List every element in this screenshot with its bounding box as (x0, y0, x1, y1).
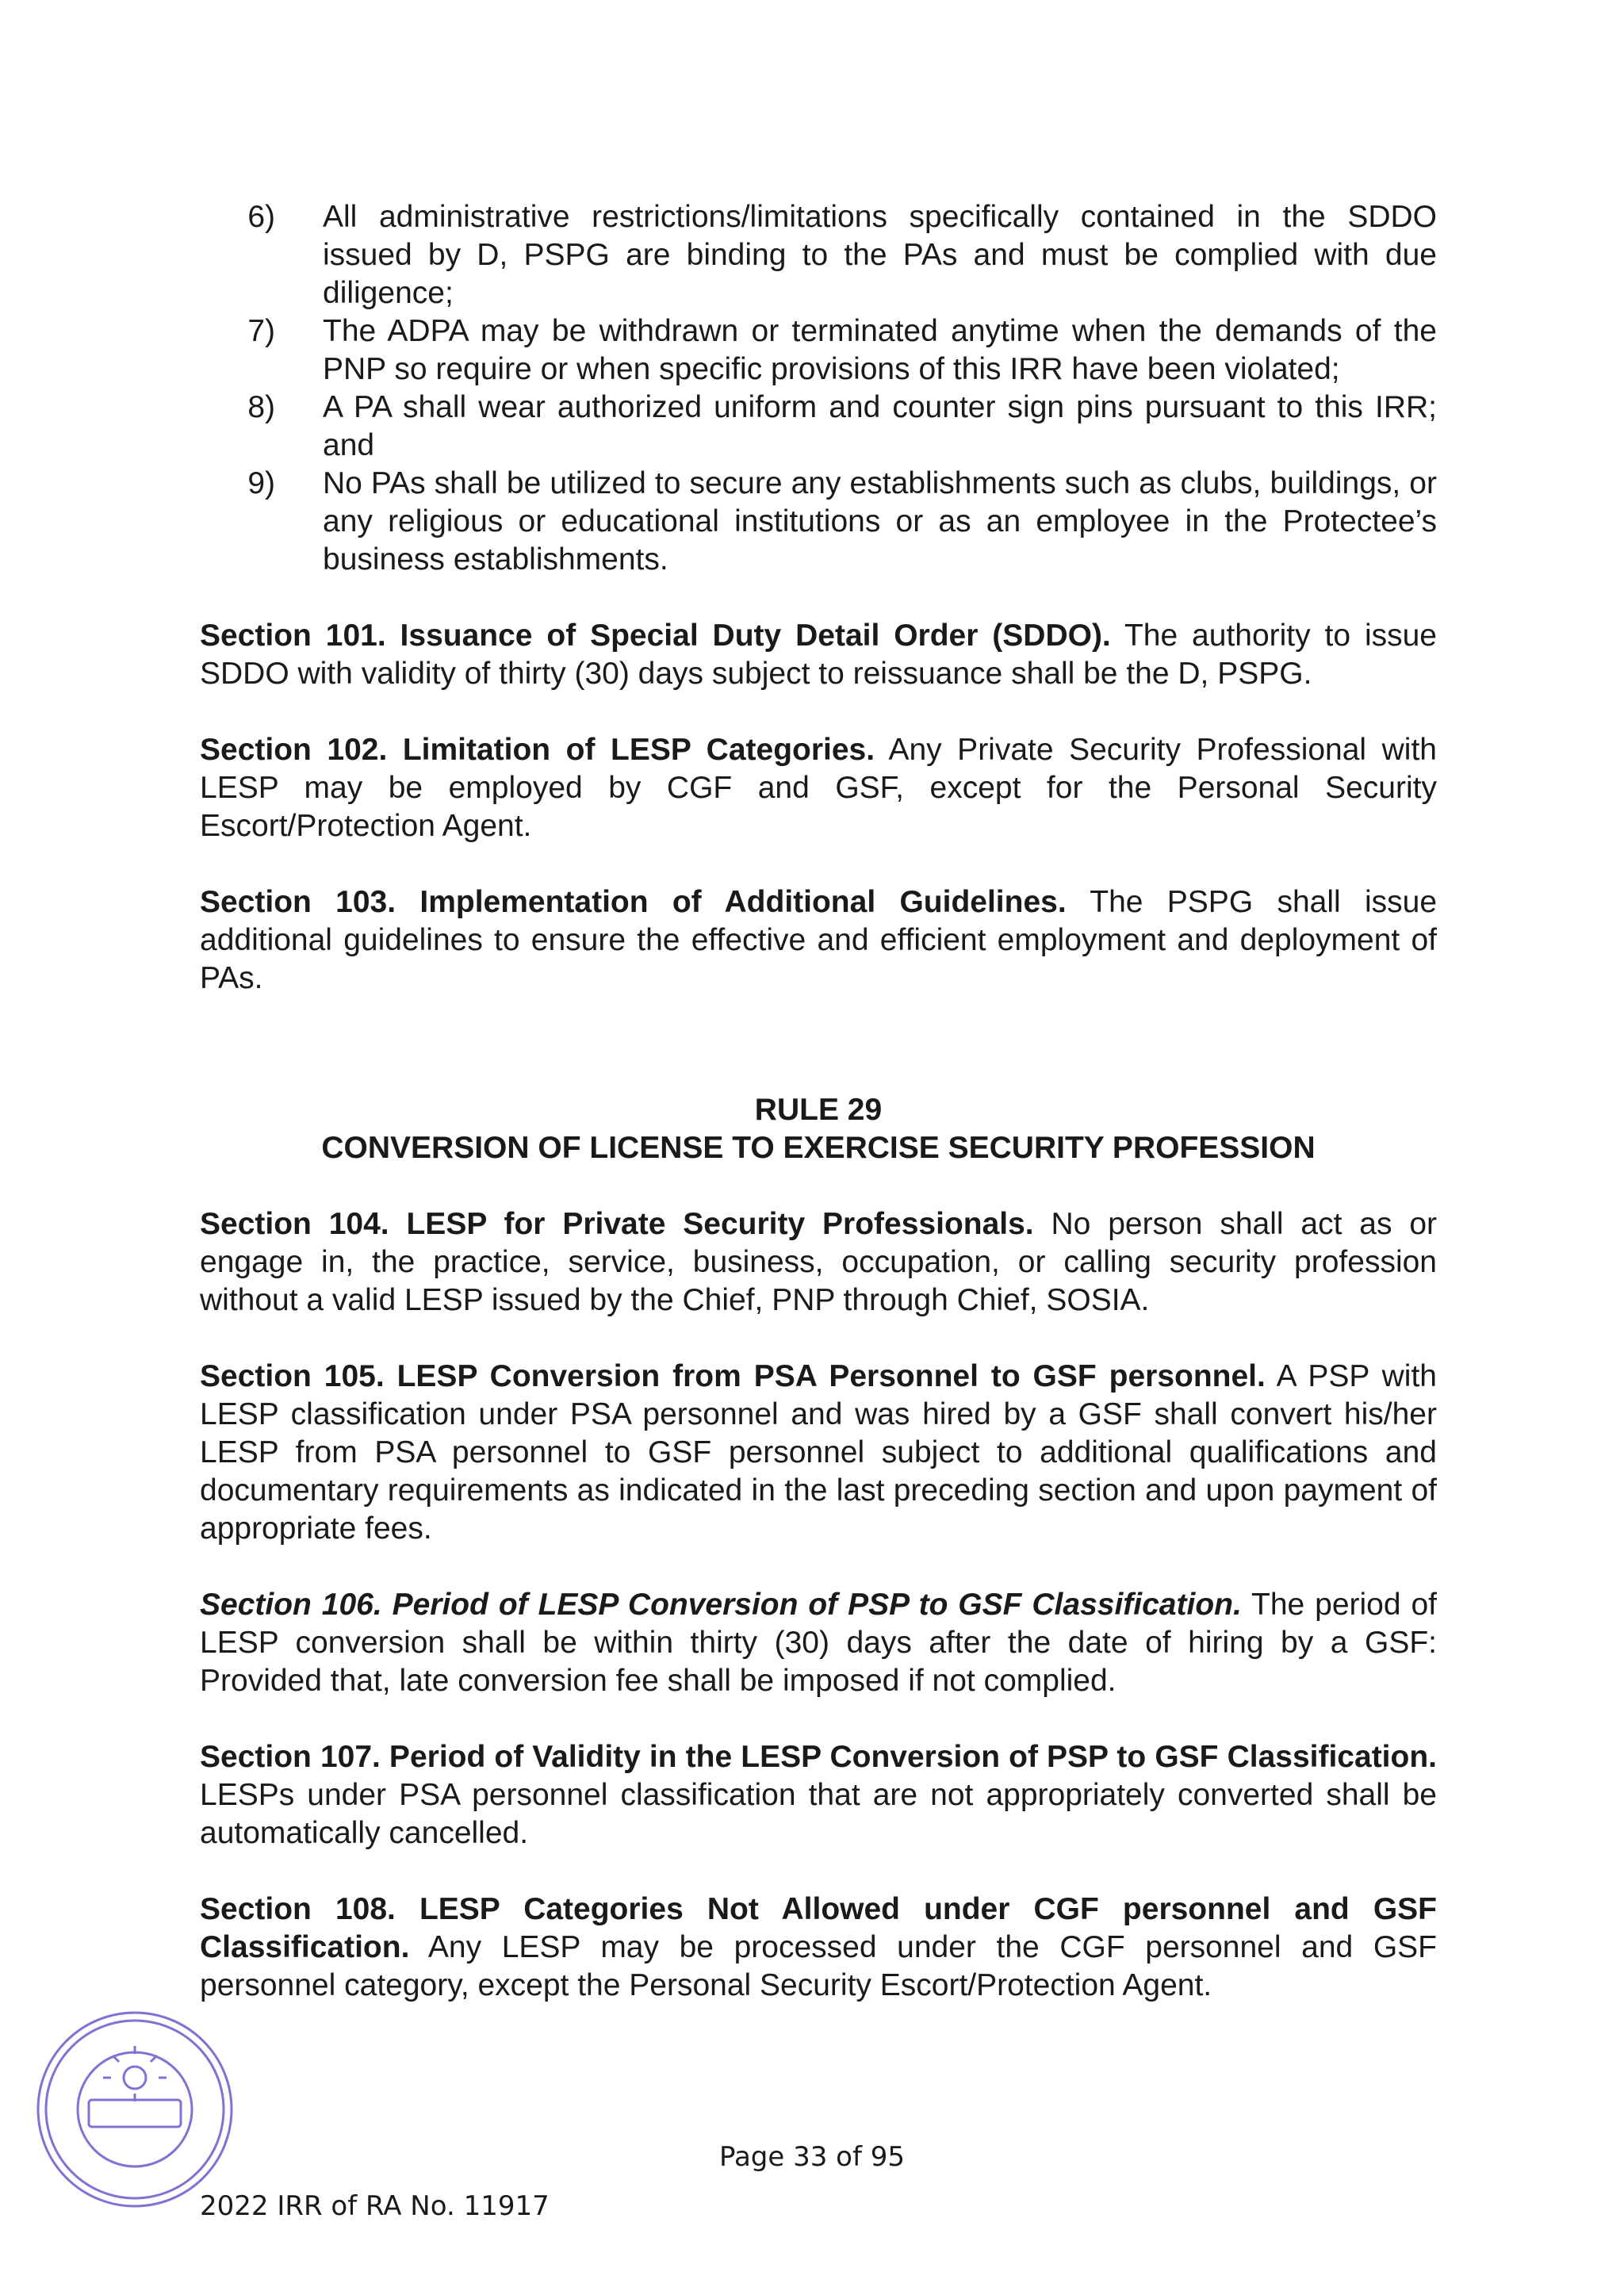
section-heading: Section 108. LESP Categories Not Allowed under CGF personnel and GSF Classification. (200, 1892, 1437, 1964)
section-heading: Section 104. LESP for Private Security Professionals. (200, 1207, 1034, 1241)
section-body: A PSP with LESP classification under PSA personnel and was hired by a GSF shall convert his/her LESP from PSA personnel to GSF personnel subject to additional qualifications and documentary requirements as indicated in the last preceding section and upon payment of appropriate fees. (200, 1359, 1438, 1546)
section-103 (200, 883, 1437, 998)
list-item (200, 389, 1437, 465)
list-text: No PAs shall be utilized to secure any establishments such as clubs, buildings, or any religious or educational institutions or as an employee in the Protectee’s business establishments. (323, 466, 1437, 577)
list-item (200, 312, 1437, 389)
section-heading: Section 105. LESP Conversion from PSA Personnel to GSF personnel. (200, 1359, 1266, 1393)
list-number: 6) (247, 200, 275, 234)
section-body: Any LESP may be processed under the CGF personnel and GSF personnel category, except the Personal Security Escort/Protection Agent. (200, 1930, 1437, 2002)
section-heading: Section 101. Issuance of Special Duty Detail Order (SDDO). (200, 619, 1111, 653)
list-text: The ADPA may be withdrawn or terminated anytime when the demands of the PNP so require or when specific provisions of this IRR have been violated; (323, 314, 1437, 386)
list-number: 7) (247, 314, 275, 348)
document-title: 2022 IRR of RA No. 11917 (200, 2190, 550, 2222)
section-body: LESPs under PSA personnel classification that are not appropriately converted shall be automatically cancelled. (200, 1778, 1437, 1850)
section-104 (200, 1205, 1437, 1320)
rule-number: RULE 29 (754, 1093, 883, 1127)
rule-title: CONVERSION OF LICENSE TO EXERCISE SECURITY PROFESSION (321, 1131, 1316, 1165)
section-body: The PSPG shall issue additional guidelines to ensure the effective and efficient employment and deployment of PAs. (200, 885, 1438, 995)
list-item (200, 198, 1437, 312)
list-number: 9) (247, 466, 275, 500)
section-101 (200, 617, 1437, 693)
section-heading: Section 106. Period of LESP Conversion of PSP to GSF Classification. (200, 1588, 1242, 1622)
page-number: Page 33 of 95 (718, 2141, 906, 2173)
section-body: The authority to issue SDDO with validity of thirty (30) days subject to reissuance shall be the D, PSPG. (200, 619, 1437, 691)
section-106 (200, 1586, 1437, 1700)
section-body: No person shall act as or engage in, the practice, service, business, occupation, or calling security profession without a valid LESP issued by the Chief, PNP through Chief, SOSIA. (200, 1207, 1438, 1317)
section-107 (200, 1738, 1437, 1852)
section-105 (200, 1358, 1437, 1548)
section-heading: Section 107. Period of Validity in the LESP Conversion of PSP to GSF Classification. (200, 1740, 1437, 1774)
section-102 (200, 731, 1437, 845)
approved-seal-icon (32, 2006, 238, 2212)
section-heading: Section 102. Limitation of LESP Categories. (200, 733, 875, 767)
rule-heading (200, 1091, 1437, 1167)
numbered-list (200, 198, 1437, 579)
section-body: Any Private Security Professional with LESP may be employed by CGF and GSF, except for the Personal Security Escort/Protection Agent. (200, 733, 1437, 843)
list-number: 8) (247, 390, 275, 424)
section-body: The period of LESP conversion shall be within thirty (30) days after the date of hiring by a GSF: Provided that, late conversion fee shall be imposed if not complied. (200, 1588, 1437, 1698)
list-text: A PA shall wear authorized uniform and counter sign pins pursuant to this IRR; and (323, 390, 1437, 462)
section-heading: Section 103. Implementation of Additional Guidelines. (200, 885, 1067, 919)
list-text: All administrative restrictions/limitations specifically contained in the SDDO issued by D, PSPG are binding to the PAs and must be complied with due diligence; (323, 200, 1437, 310)
list-item (200, 465, 1437, 579)
section-108 (200, 1891, 1437, 2005)
document-page (200, 198, 1437, 2036)
